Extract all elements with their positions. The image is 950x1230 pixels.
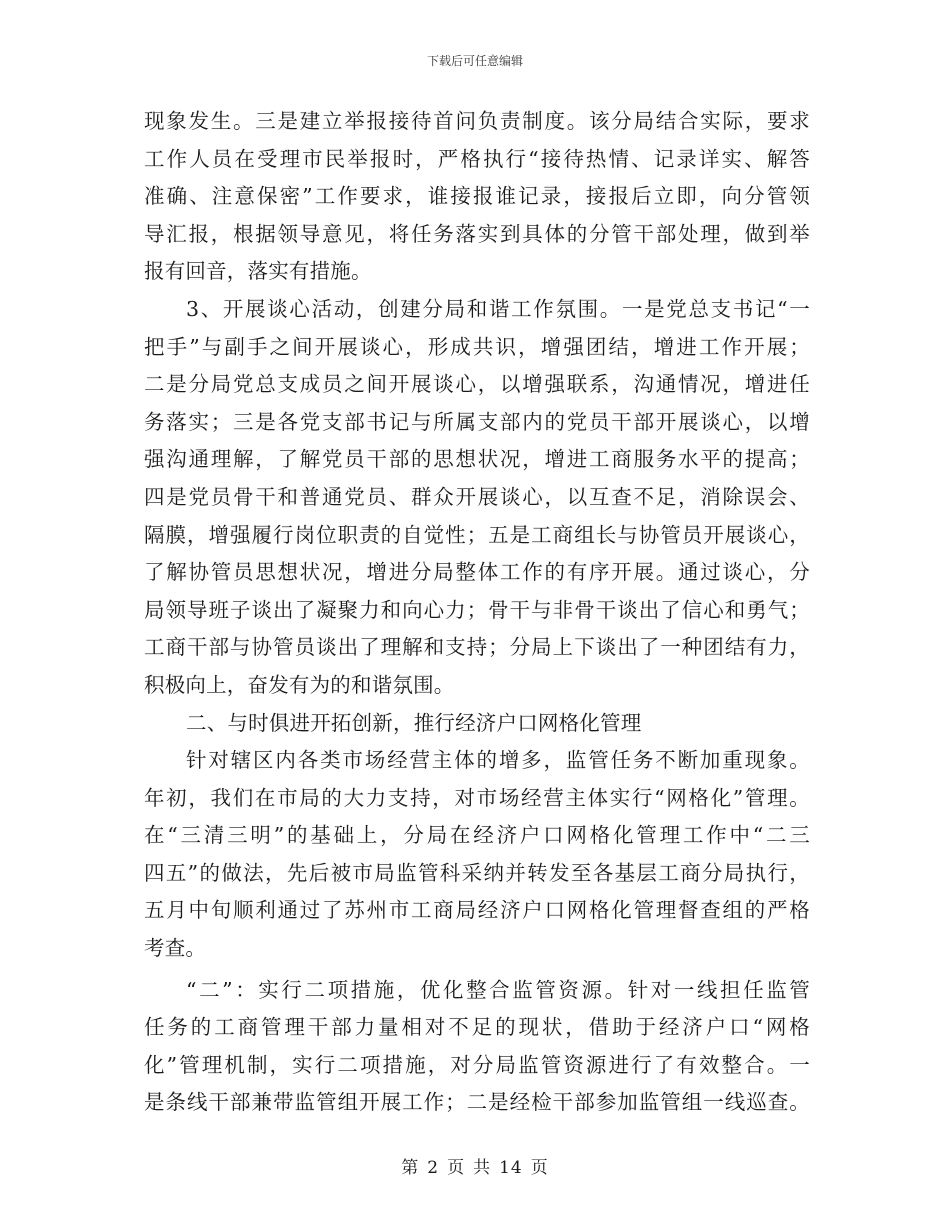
body-line: 化”管理机制，实行二项措施，对分局监管资源进行了有效整合。一 [144,1052,810,1077]
body-line: 在“三清三明”的基础上，分局在经济户口网格化管理工作中“二三 [144,823,810,848]
body-line: 考查。 [144,936,207,961]
body-line: 任务的工商管理干部力量相对不足的现状，借助于经济户口“网格 [144,1015,810,1040]
total-pages: 14 [499,1158,523,1178]
body-line: 四是党员骨干和普通党员、群众开展谈心，以互查不足，消除误会、 [144,484,810,509]
body-line: 工商干部与协管员谈出了理解和支持；分局上下谈出了一种团结有力， [144,635,810,660]
body-line: 四五”的做法，先后被市局监管科采纳并转发至各基层工商分局执行， [144,860,810,885]
body-line: 工作人员在受理市民举报时，严格执行“接待热情、记录详实、解答 [144,146,810,171]
body-line: 针对辖区内各类市场经营主体的增多，监管任务不断加重现象。 [186,748,810,773]
footer-total-prefix: 共 [473,1158,492,1178]
body-line: 了解协管员思想状况，增进分局整体工作的有序开展。通过谈心，分 [144,560,810,585]
body-line: 隔膜，增强履行岗位职责的自觉性；五是工商组长与协管员开展谈心， [144,522,810,547]
page-footer [0,1153,950,1178]
body-line: 准确、注意保密”工作要求，谁接报谁记录，接报后立即，向分管领 [144,184,810,209]
body-line: 报有回音，落实有措施。 [144,259,372,284]
footer-prefix: 第 [401,1158,420,1178]
body-line: “二”：实行二项措施，优化整合监管资源。针对一线担任监管 [186,977,810,1002]
body-line: 3、开展谈心活动，创建分局和谐工作氛围。一是党总支书记“一 [186,296,810,321]
section-heading: 二、与时俱进开拓创新，推行经济户口网格化管理 [186,710,642,735]
body-line: 强沟通理解，了解党员干部的思想状况，增进工商服务水平的提高； [144,447,810,472]
body-line: 积极向上，奋发有为的和谐氛围。 [144,672,455,697]
body-line: 二是分局党总支成员之间开展谈心，以增强联系，沟通情况，增进任 [144,372,810,397]
body-line: 现象发生。三是建立举报接待首问负责制度。该分局结合实际，要求 [144,109,810,133]
body-line: 年初，我们在市局的大力支持，对市场经营主体实行“网格化”管理。 [144,785,810,810]
body-line: 五月中旬顺利通过了苏州市工商局经济户口网格化管理督查组的严格 [144,898,810,923]
body-line: 局领导班子谈出了凝聚力和向心力；骨干与非骨干谈出了信心和勇气； [144,597,810,622]
page-number: 2 [427,1158,440,1178]
body-line: 务落实；三是各党支部书记与所属支部内的党员干部开展谈心，以增 [144,409,810,434]
footer-page-unit: 页 [447,1158,466,1178]
page-header: 下载后可任意编辑 [426,54,523,68]
body-line: 是条线干部兼带监管组开展工作；二是经检干部参加监管组一线巡查。 [144,1090,810,1115]
body-line: 把手”与副手之间开展谈心，形成共识，增强团结，增进工作开展； [144,334,810,359]
body-line: 导汇报，根据领导意见，将任务落实到具体的分管干部处理，做到举 [144,221,810,246]
document-body [144,103,810,1122]
footer-total-unit: 页 [530,1158,549,1178]
